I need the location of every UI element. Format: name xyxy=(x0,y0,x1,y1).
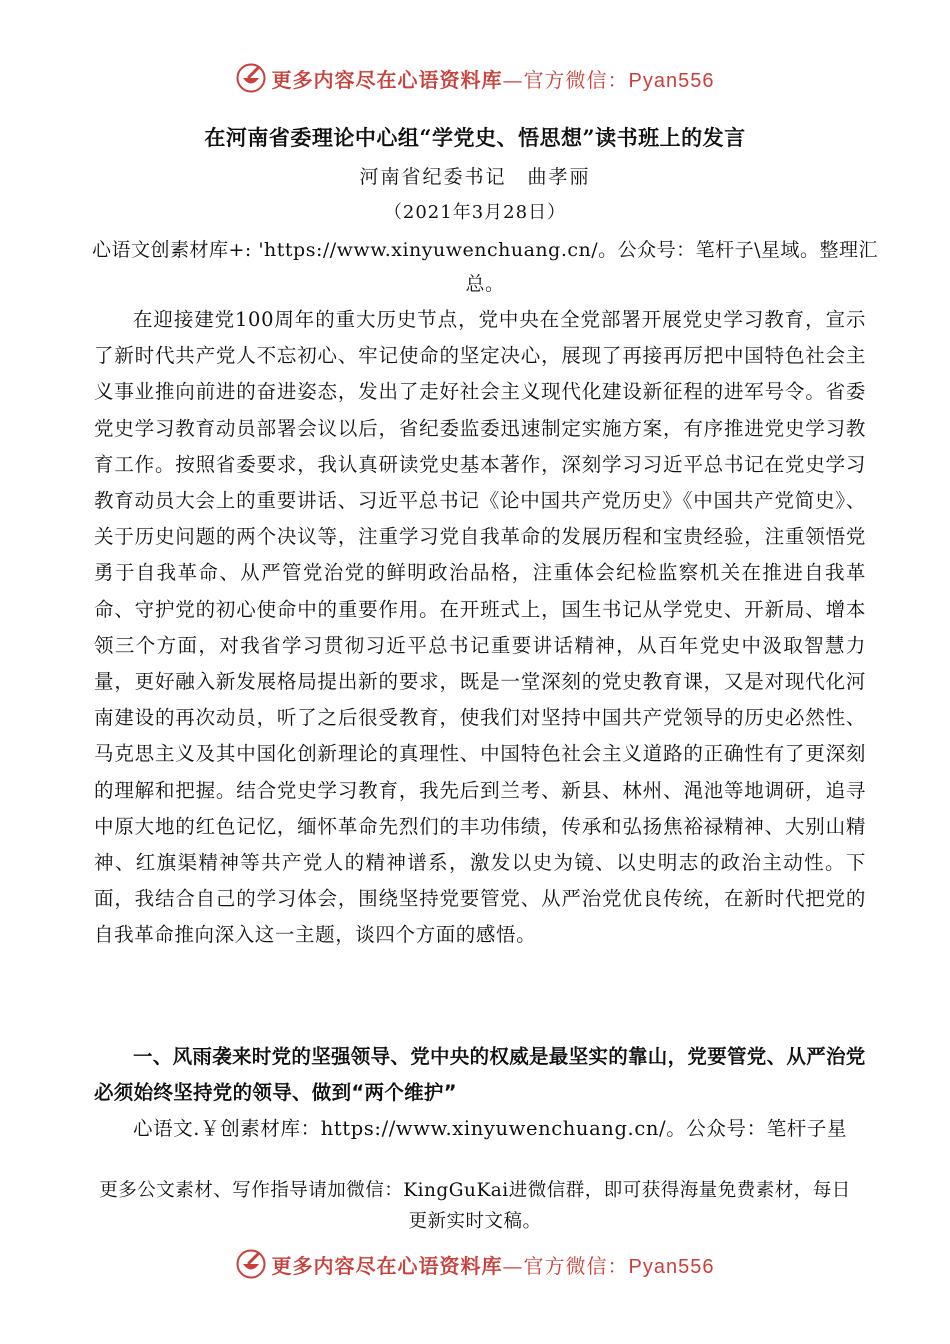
banner-text xyxy=(272,1250,715,1279)
document-title: 在河南省委理论中心组“学党史、悟思想”读书班上的发言 xyxy=(204,125,746,150)
mortar-pestle-logo-icon xyxy=(236,1249,266,1279)
header-banner xyxy=(0,60,950,96)
banner-separator: — xyxy=(502,67,524,92)
section-heading: 一、风雨袭来时党的坚强领导、党中央的权威是最坚实的靠山，党要管党、从严治党必须始终坚持党的领导、做到“两个维护” xyxy=(94,1045,866,1104)
source-note: 心语文创素材库+: 'https://www.xinyuwenchuang.cn/。公众号：笔杆子\星域。整理汇总。 xyxy=(91,239,879,295)
body-paragraph: 在迎接建党100周年的重大历史节点，党中央在全党部署开展党史学习教育，宣示了新时代共产党人不忘初心、牢记使命的坚定决心，展现了再接再厉把中国特色社会主义事业推向前进的奋进姿态，发出了走好社会主义现代化建设新征程的进军号令。省委党史学习教育动员部署会议以后，省纪委监委迅速制定实施方案，有序推进党史学习教育工作。按照省委要求，我认真研读党史基本著作，深刻学习习近平总书记在党史学习教育动员大会上的重要讲话、习近平总书记《论中国共产党历史》《中国共产党简史》、关于历史问题的两个决议等，注重学习党自我革命的发展历程和宝贵经验，注重领悟党勇于自我革命、从严管党治党的鲜明政治品格，注重体会纪检监察机关在推进自我革命、守护党的初心使命中的重要作用。在开班式上，国生书记从学党史、开新局、增本领三个方面，对我省学习贯彻习近平总书记重要讲话精神，从百年党史中汲取智慧力量，更好融入新发展格局提出新的要求，既是一堂深刻的党史教育课，又是对现代化河南建设的再次动员，听了之后很受教育，使我们对坚持中国共产党领导的历史必然性、马克思主义及其中国化创新理论的真理性、中国特色社会主义道路的正确性有了更深刻的理解和把握。结合党史学习教育，我先后到兰考、新县、林州、渑池等地调研，追寻中原大地的红色记忆，缅怀革命先烈们的丰功伟绩，传承和弘扬焦裕禄精神、大别山精神、红旗渠精神等共产党人的精神谱系，激发以史为镜、以史明志的政治主动性。下面，我结合自己的学习体会，围绕坚持党要管党、从严治党优良传统，在新时代把党的自我革命推向深入这一主题，谈四个方面的感悟。 xyxy=(94,308,866,947)
banner-main-text: 更多内容尽在心语资料库 xyxy=(271,1253,503,1278)
banner-wechat-id: Pyan556 xyxy=(628,1255,715,1278)
mortar-pestle-logo-icon xyxy=(236,63,266,93)
banner-wechat-label: 官方微信： xyxy=(523,1253,629,1278)
source-note-2: 心语文.￥创素材库：https://www.xinyuwenchuang.cn/。公众号：笔杆子星 xyxy=(133,1117,848,1140)
document-author: 河南省纪委书记 曲孝丽 xyxy=(359,166,591,188)
document-date: （2021年3月28日） xyxy=(383,202,567,223)
banner-main-text: 更多内容尽在心语资料库 xyxy=(271,67,503,92)
footer-banner xyxy=(0,1246,950,1282)
footer-note: 更多公文素材、写作指导请加微信：KingGuKai进微信群，即可获得海量免费素材，每日更新实时文稿。 xyxy=(99,1180,851,1232)
banner-wechat-id: Pyan556 xyxy=(628,69,715,92)
banner-text xyxy=(272,64,715,93)
banner-wechat-label: 官方微信： xyxy=(523,67,629,92)
banner-separator: — xyxy=(502,1253,524,1278)
